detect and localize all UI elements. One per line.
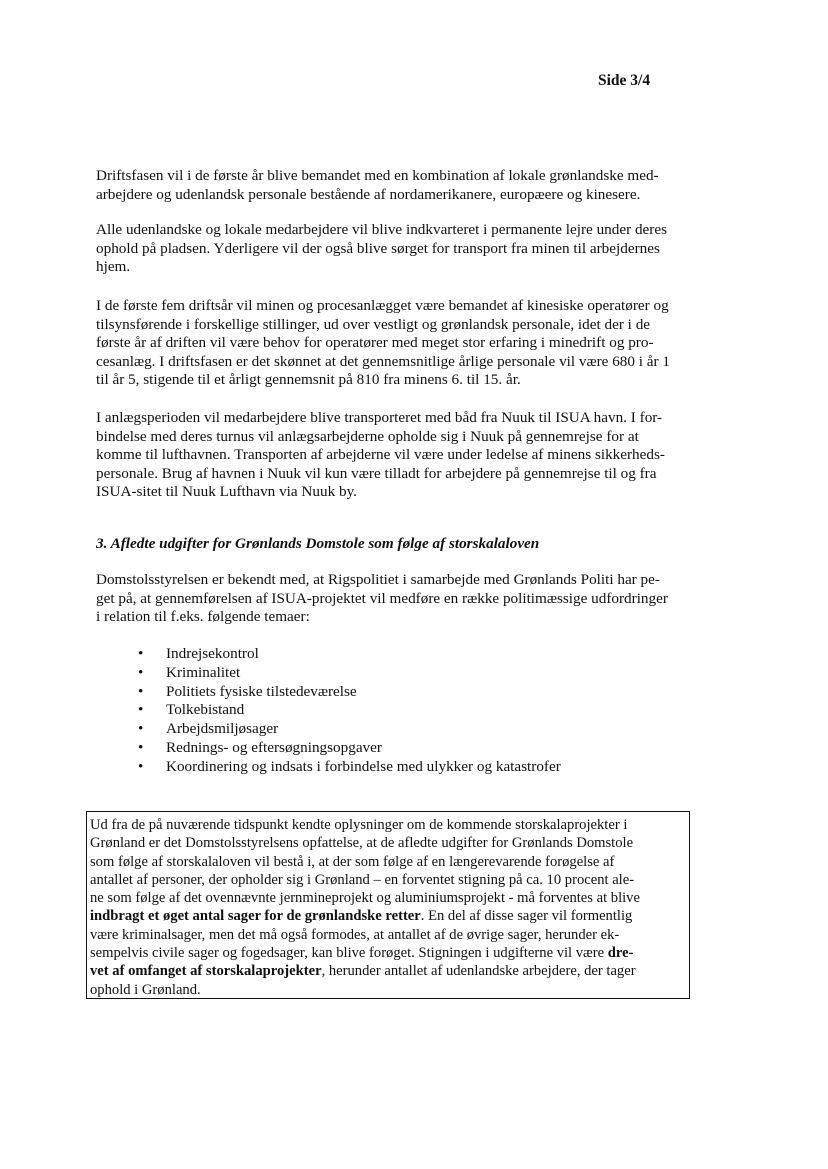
bullet-icon: •: [138, 645, 144, 662]
paragraph-operations-staffing: [96, 167, 706, 204]
text-line: komme til lufthavnen. Transporten af arbejderne vil være under ledelse af minens sikkerheds-: [96, 446, 665, 464]
paragraph-first-five-years: [96, 297, 706, 390]
text-line: I de første fem driftsår vil minen og procesanlægget være bemandet af kinesiske operatører og: [96, 297, 669, 314]
list-item: • Tolkebistand: [138, 701, 245, 719]
text-line: vet af omfanget af storskalaprojekter, herunder antallet af udenlandske arbejdere, der tager: [90, 963, 636, 980]
text-line: første år af driften vil være behov for operatører med meget stor erfaring i minedrift og pro-: [96, 334, 654, 352]
list-item: • Indrejsekontrol: [138, 645, 259, 662]
text-line: get på, at gennemførelsen af ISUA-projektet vil medføre en række politimæssige udfordringer: [96, 589, 668, 607]
paragraph-construction-transport: [96, 409, 706, 502]
text-line: Ud fra de på nuværende tidspunkt kendte oplysninger om de kommende storskalaprojekter i: [90, 817, 628, 833]
text-line: til år 5, stigende til et årligt gennemsnit på 810 fra minens 6. til 15. år.: [96, 371, 521, 389]
list-item: • Koordinering og indsats i forbindelse med ulykker og katastrofer: [138, 757, 561, 775]
bold-phrase: indbragt et øget antal sager for de grønlandske retter: [90, 908, 421, 925]
bullet-icon: •: [138, 720, 144, 738]
bullet-icon: •: [138, 663, 144, 681]
paragraph-accommodation: [96, 221, 706, 277]
bold-phrase: vet af omfanget af storskalaprojekter: [90, 963, 322, 980]
list-item: • Politiets fysiske tilstedeværelse: [138, 682, 357, 700]
list-item: • Arbejdsmiljøsager: [138, 720, 279, 738]
text-line: ophold i Grønland.: [90, 981, 201, 998]
text-line: tilsynsførende i forskellige stillinger, ud over vestligt og grønlandsk personale, idet der i de: [96, 315, 651, 333]
text-line: Alle udenlandske og lokale medarbejdere vil blive indkvarteret i permanente lejre under deres: [96, 221, 667, 238]
bullet-icon: •: [138, 738, 144, 756]
bullet-icon: •: [138, 757, 144, 775]
text-line: være kriminalsager, men det må også formodes, at antallet af de øvrige sager, herunder ek-: [90, 926, 620, 943]
page-number: Side 3/4: [598, 72, 651, 89]
text-line: indbragt et øget antal sager for de grønlandske retter. En del af disse sager vil formentlig: [90, 908, 633, 925]
list-item: • Rednings- og eftersøgningsopgaver: [138, 738, 382, 756]
section-heading: 3. Afledte udgifter for Grønlands Domstole som følge af storskalaloven: [96, 535, 540, 552]
bullet-list: [138, 645, 561, 777]
text-line: arbejdere og udenlandsk personale bestående af nordamerikanere, europæere og kinesere.: [96, 185, 641, 203]
paragraph-police-challenges: [96, 571, 706, 627]
text-line: i relation til f.eks. følgende temaer:: [96, 608, 310, 626]
boxed-conclusion: [86, 811, 690, 999]
text-line: Domstolsstyrelsen er bekendt med, at Rigspolitiet i samarbejde med Grønlands Politi har pe-: [96, 571, 660, 588]
bullet-icon: •: [138, 701, 144, 719]
text-line: antallet af personer, der opholder sig i Grønland – en forventet stigning på ca. 10 procent ale-: [90, 871, 635, 888]
bold-phrase: dre-: [607, 945, 634, 962]
text-line: sempelvis civile sager og fogedsager, kan blive forøget. Stigningen i udgifterne vil være dre-: [90, 945, 634, 962]
text-line: I anlægsperioden vil medarbejdere blive transporteret med båd fra Nuuk til ISUA havn. I for-: [96, 409, 663, 426]
text-line: Grønland er det Domstolsstyrelsens opfattelse, at de afledte udgifter for Grønlands Domstole: [90, 835, 634, 852]
list-item: • Kriminalitet: [138, 663, 241, 681]
text-line: cesanlæg. I driftsfasen er det skønnet at det gennemsnitlige årlige personale vil være 680 i år 1: [96, 352, 670, 370]
text-line: hjem.: [96, 258, 131, 276]
bullet-icon: •: [138, 682, 144, 700]
text-line: personale. Brug af havnen i Nuuk vil kun være tilladt for arbejdere på gennemrejse til og fra: [96, 464, 657, 482]
text-line: Driftsfasen vil i de første år blive bemandet med en kombination af lokale grønlandske med-: [96, 167, 659, 184]
text-line: ne som følge af det ovennævnte jernmineprojekt og aluminiumsprojekt - må forventes at blive: [90, 890, 640, 907]
text-line: bindelse med deres turnus vil anlægsarbejderne opholde sig i Nuuk på gennemrejse for at: [96, 427, 639, 445]
text-line: ISUA-sitet til Nuuk Lufthavn via Nuuk by.: [96, 483, 357, 501]
text-line: som følge af storskalaloven vil bestå i, at der som følge af en længerevarende forøgelse af: [90, 853, 615, 870]
text-line: ophold på pladsen. Yderligere vil der også blive sørget for transport fra minen til arbejdernes: [96, 239, 660, 257]
